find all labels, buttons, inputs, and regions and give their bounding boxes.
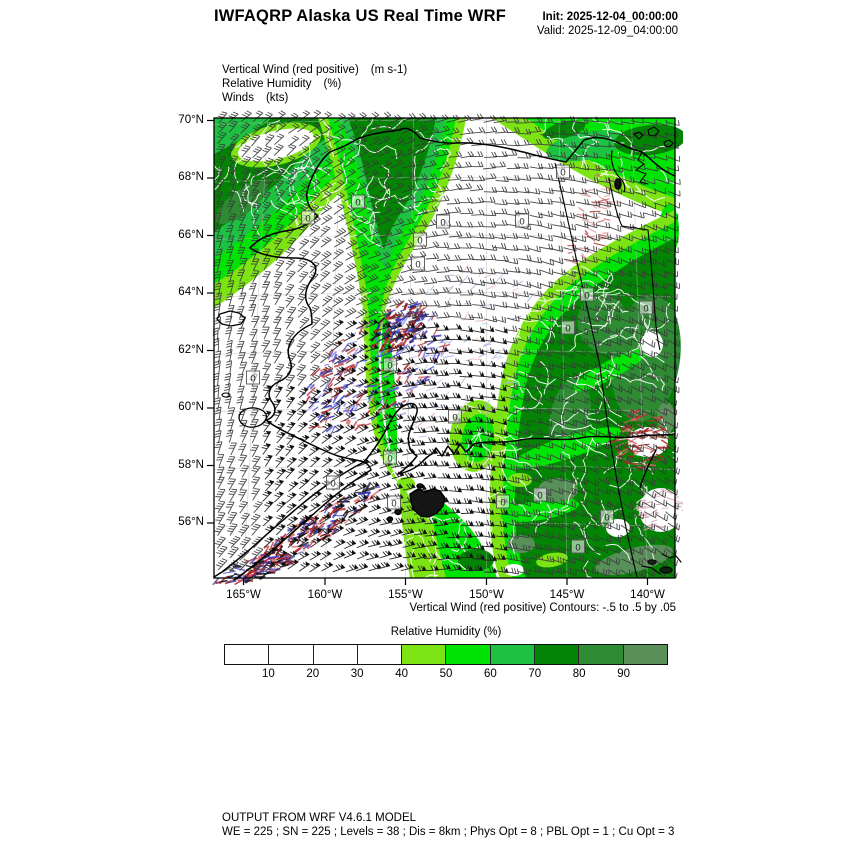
- lon-label-140°W: 140°W: [630, 589, 665, 601]
- colorbar-cell-60: [446, 645, 490, 664]
- zero-contour-label: [640, 301, 653, 315]
- svg-text:0: 0: [305, 213, 311, 225]
- lat-label-56°N: 56°N: [178, 516, 204, 528]
- lon-label-160°W: 160°W: [307, 589, 343, 601]
- colorbar-cell-90: [579, 645, 623, 664]
- zero-contour-label: [302, 211, 315, 225]
- colorbar-cell-40: [358, 645, 402, 664]
- colorbar-tick-10: 10: [261, 668, 275, 680]
- colorbar-tick-20: 20: [306, 668, 320, 680]
- colorbar-cell-100: [624, 645, 667, 664]
- svg-text:0: 0: [643, 303, 649, 315]
- lat-label-70°N: 70°N: [178, 113, 204, 126]
- svg-text:0: 0: [330, 478, 336, 490]
- colorbar-cell-70: [491, 645, 535, 664]
- lon-label-145°W: 145°W: [549, 589, 585, 601]
- zero-contour-label: [562, 321, 575, 335]
- zero-contour-label: [352, 195, 365, 209]
- zero-contour-label: [388, 496, 401, 510]
- zero-contour-label: [497, 495, 510, 509]
- colorbar-tick-50: 50: [439, 668, 453, 680]
- lat-label-62°N: 62°N: [178, 343, 204, 356]
- zero-contour-label: [534, 488, 547, 502]
- colorbar-ticks: [224, 668, 668, 684]
- footer-config-line: WE = 225 ; SN = 225 ; Levels = 38 ; Dis = 8km ; Phys Opt = 8 ; PBL Opt = 1 ; Cu Opt = 3: [222, 825, 675, 838]
- svg-text:0: 0: [452, 412, 458, 424]
- svg-text:0: 0: [440, 217, 446, 229]
- colorbar-cell-10: [225, 645, 269, 664]
- lat-label-64°N: 64°N: [178, 286, 204, 298]
- colorbar-cell-50: [402, 645, 446, 664]
- field-legend: [222, 63, 407, 105]
- footer-model-line: OUTPUT FROM WRF V4.6.1 MODEL: [222, 812, 417, 824]
- zero-contour-label: [384, 358, 397, 372]
- zero-contour-label: [557, 165, 570, 179]
- zero-contour-label: [247, 371, 260, 385]
- colorbar-tick-40: 40: [395, 668, 408, 680]
- zero-contour-label: [572, 540, 585, 554]
- zero-contour-label: [327, 476, 340, 490]
- colorbar-tick-90: 90: [617, 668, 630, 680]
- page-title: IWFAQRP Alaska US Real Time WRF: [214, 7, 506, 25]
- svg-text:0: 0: [584, 290, 590, 302]
- svg-text:0: 0: [537, 490, 543, 502]
- zero-contour-label: [437, 215, 450, 229]
- colorbar-tick-60: 60: [483, 668, 497, 680]
- colorbar-cell-80: [535, 645, 579, 664]
- zero-contour-label: [581, 288, 594, 302]
- model-footer: [222, 812, 674, 839]
- colorbar-cell-20: [269, 645, 313, 664]
- colorbar-title: Relative Humidity (%): [390, 626, 502, 638]
- svg-text:0: 0: [415, 259, 421, 271]
- init-time: Init: 2025-12-04_00:00:00: [542, 11, 678, 23]
- svg-text:0: 0: [387, 360, 393, 372]
- lat-label-58°N: 58°N: [178, 458, 204, 471]
- zero-contour-label: [601, 510, 614, 524]
- zero-contour-label: [414, 233, 427, 247]
- zero-contour-label: [516, 214, 529, 228]
- lon-label-165°W: 165°W: [226, 589, 261, 601]
- svg-text:0: 0: [417, 235, 423, 247]
- valid-time: Valid: 2025-12-09_04:00:00: [536, 25, 678, 37]
- contour-caption: Vertical Wind (red positive) Contours: -.5 to .5 by .05: [409, 602, 676, 614]
- colorbar-cell-30: [314, 645, 358, 664]
- svg-text:0: 0: [560, 167, 566, 179]
- colorbar-tick-30: 30: [350, 668, 364, 680]
- svg-text:0: 0: [355, 197, 361, 209]
- legend-line-vertical-wind: Vertical Wind (red positive) (m s-1): [222, 64, 408, 76]
- svg-text:0: 0: [387, 453, 393, 465]
- svg-text:0: 0: [500, 497, 506, 509]
- map-canvas: [206, 110, 683, 586]
- svg-text:0: 0: [565, 323, 571, 335]
- svg-text:0: 0: [519, 216, 525, 228]
- legend-line-relative-humidity: Relative Humidity (%): [222, 78, 342, 90]
- lat-label-60°N: 60°N: [178, 401, 204, 413]
- run-times: [537, 10, 678, 38]
- lon-label-155°W: 155°W: [388, 589, 423, 601]
- zero-contour-label: [412, 257, 425, 271]
- svg-text:0: 0: [575, 542, 581, 554]
- lat-label-66°N: 66°N: [178, 228, 204, 241]
- lon-label-150°W: 150°W: [469, 589, 504, 601]
- svg-text:0: 0: [250, 373, 256, 385]
- zero-contour-label: [449, 410, 462, 424]
- colorbar-tick-80: 80: [572, 668, 586, 680]
- svg-text:0: 0: [391, 498, 397, 510]
- svg-text:0: 0: [604, 512, 610, 524]
- colorbar-tick-70: 70: [528, 668, 542, 680]
- legend-line-winds: Winds (kts): [222, 92, 289, 104]
- zero-contour-label: [384, 451, 397, 465]
- lat-label-68°N: 68°N: [178, 171, 204, 183]
- colorbar: [224, 644, 668, 665]
